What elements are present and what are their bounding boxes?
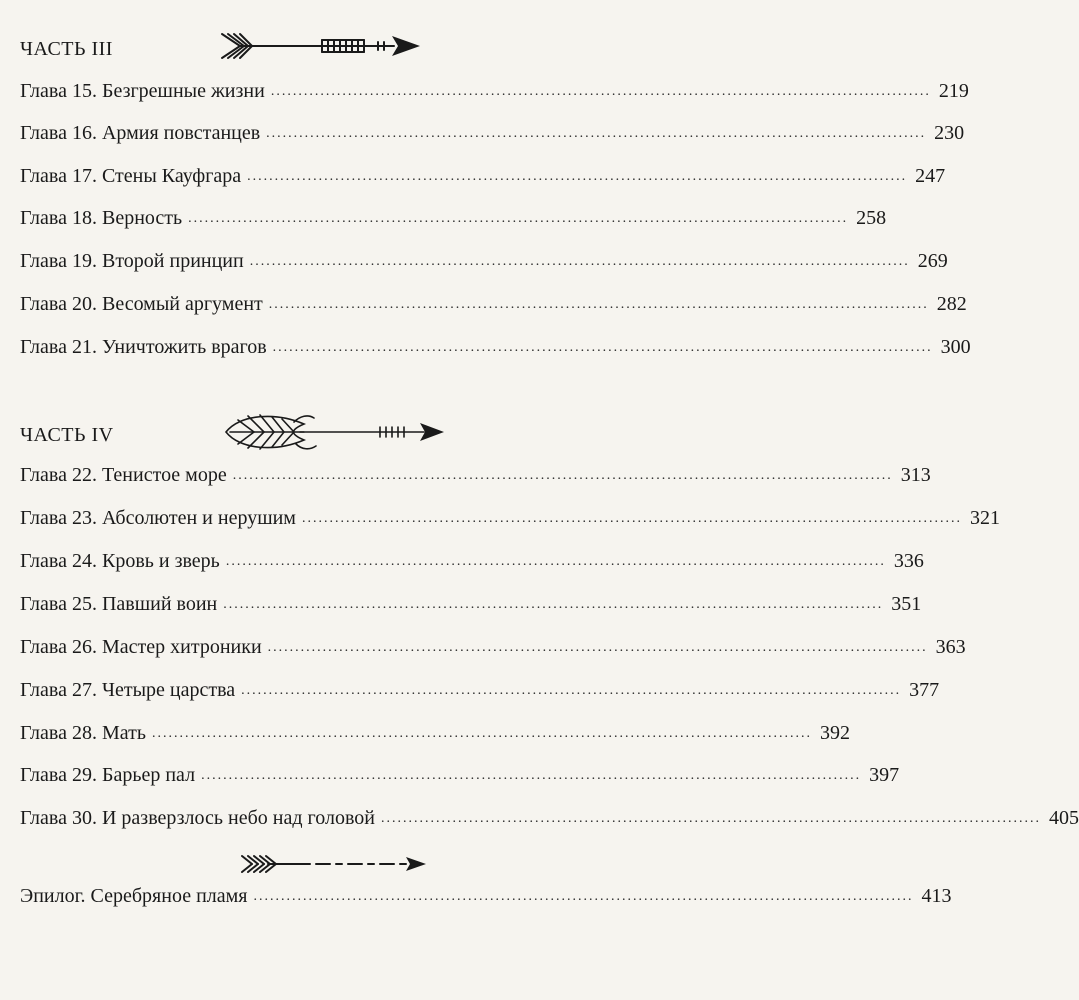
chapter-title: Глава 28. Мать — [20, 722, 146, 744]
toc-entry-20[interactable] — [20, 289, 967, 317]
chapter-title: Глава 22. Тенистое море — [20, 464, 227, 486]
dot-leader: ........................................................................................................................ — [270, 84, 931, 99]
page-number: 363 — [935, 636, 966, 658]
toc-entry-23[interactable] — [20, 503, 1000, 531]
page-number: 219 — [938, 80, 969, 102]
page-number: 282 — [936, 293, 967, 315]
toc-entry-epilogue[interactable] — [20, 881, 952, 909]
dot-leader: ........................................................................................................................ — [272, 340, 933, 355]
toc-entry-17[interactable] — [20, 161, 946, 189]
chapter-title: Глава 17. Стены Кауфгара — [20, 165, 242, 187]
dot-leader: ........................................................................................................................ — [188, 211, 849, 226]
page-number: 351 — [891, 593, 922, 615]
page-number: 269 — [917, 250, 948, 272]
toc-entry-30[interactable] — [20, 803, 1079, 831]
page-number: 321 — [969, 507, 1000, 529]
part-heading-3: ЧАСТЬ III — [20, 38, 113, 60]
chapter-title: Глава 18. Верность — [20, 207, 183, 229]
dot-leader: ........................................................................................................................ — [232, 468, 893, 483]
chapter-title: Глава 26. Мастер хитроники — [20, 636, 262, 658]
chapter-title: Глава 24. Кровь и зверь — [20, 550, 220, 572]
toc-entry-15[interactable] — [20, 76, 969, 104]
part-heading-4: ЧАСТЬ IV — [20, 424, 114, 446]
dashed-arrow-icon — [238, 852, 428, 876]
toc-entry-21[interactable] — [20, 332, 971, 360]
page-number: 313 — [900, 464, 931, 486]
dot-leader: ........................................................................................................................ — [301, 511, 962, 526]
dot-leader: ........................................................................................................................ — [225, 554, 886, 569]
epilogue-title: Эпилог. Серебряное пламя — [20, 885, 248, 907]
page-number: 258 — [856, 207, 887, 229]
toc-entry-26[interactable] — [20, 632, 966, 660]
dot-leader: ........................................................................................................................ — [267, 640, 928, 655]
chapter-title: Глава 21. Уничтожить врагов — [20, 336, 267, 358]
page-number: 413 — [921, 885, 952, 907]
page-number: 247 — [915, 165, 946, 187]
toc-entry-28[interactable] — [20, 718, 850, 746]
dot-leader: ........................................................................................................................ — [151, 726, 812, 741]
dot-leader: ........................................................................................................................ — [266, 126, 927, 141]
toc-entry-18[interactable] — [20, 203, 887, 231]
dot-leader: ........................................................................................................................ — [247, 169, 908, 184]
dot-leader: ........................................................................................................................ — [241, 683, 902, 698]
page-number: 300 — [940, 336, 971, 358]
toc-entry-16[interactable] — [20, 118, 965, 146]
chapter-title: Глава 30. И разверзлось небо над головой — [20, 807, 375, 829]
page-number: 392 — [819, 722, 850, 744]
chapter-title: Глава 15. Безгрешные жизни — [20, 80, 265, 102]
page-number: 336 — [893, 550, 924, 572]
dot-leader: ........................................................................................................................ — [380, 811, 1041, 826]
chapter-title: Глава 20. Весомый аргумент — [20, 293, 263, 315]
chapter-title: Глава 25. Павший воин — [20, 593, 218, 615]
chapter-title: Глава 29. Барьер пал — [20, 764, 196, 786]
toc-entry-19[interactable] — [20, 246, 948, 274]
toc-entry-24[interactable] — [20, 546, 924, 574]
toc-entry-22[interactable] — [20, 460, 931, 488]
dot-leader: ........................................................................................................................ — [249, 254, 910, 269]
dot-leader: ........................................................................................................................ — [201, 768, 862, 783]
page-number: 405 — [1048, 807, 1079, 829]
arrow-icon — [218, 28, 422, 64]
toc-entry-27[interactable] — [20, 675, 940, 703]
chapter-title: Глава 19. Второй принцип — [20, 250, 244, 272]
page-number: 377 — [909, 679, 940, 701]
feather-arrow-icon — [220, 408, 446, 454]
toc-entry-29[interactable] — [20, 760, 900, 788]
page-number: 230 — [934, 122, 965, 144]
dot-leader: ........................................................................................................................ — [268, 297, 929, 312]
chapter-title: Глава 16. Армия повстанцев — [20, 122, 261, 144]
toc-entry-25[interactable] — [20, 589, 922, 617]
page-number: 397 — [869, 764, 900, 786]
dot-leader: ........................................................................................................................ — [253, 889, 914, 904]
dot-leader: ........................................................................................................................ — [223, 597, 884, 612]
chapter-title: Глава 23. Абсолютен и нерушим — [20, 507, 296, 529]
chapter-title: Глава 27. Четыре царства — [20, 679, 236, 701]
